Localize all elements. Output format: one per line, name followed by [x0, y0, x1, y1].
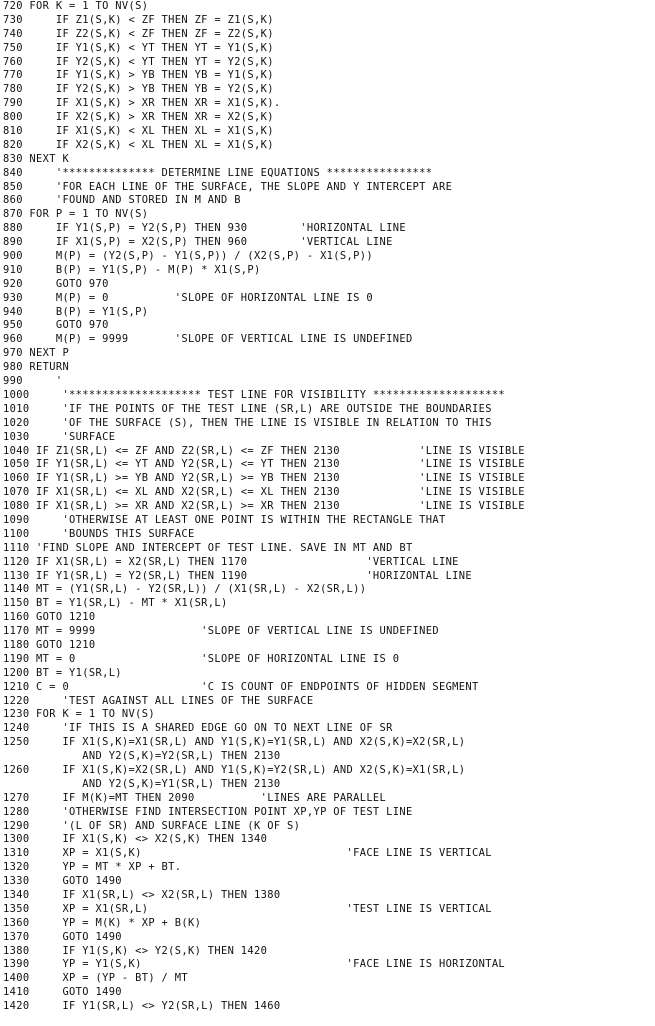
- code-text: 1160 GOTO 1210: [3, 611, 96, 624]
- code-line: [3, 639, 655, 653]
- code-text: 810 IF X1(S,K) < XL THEN XL = X1(S,K): [3, 125, 274, 138]
- code-text: 1230 FOR K = 1 TO NV(S): [3, 708, 155, 721]
- code-line: [3, 278, 655, 292]
- code-line: [3, 222, 655, 236]
- code-text: 720 FOR K = 1 TO NV(S): [3, 0, 149, 12]
- code-text: 1190 MT = 0 'SLOPE OF HORIZONTAL LINE IS 0: [3, 652, 400, 665]
- code-text: 1070 IF X1(SR,L) <= XL AND X2(SR,L) <= XL THEN 2130 'LINE IS VISIBLE: [3, 486, 525, 499]
- code-line: [3, 431, 655, 445]
- code-text: 780 IF Y2(S,K) > YB THEN YB = Y2(S,K): [3, 83, 274, 96]
- code-text: 760 IF Y2(S,K) < YT THEN YT = Y2(S,K): [3, 55, 274, 68]
- code-line: [3, 820, 655, 834]
- code-text: 1090 'OTHERWISE AT LEAST ONE POINT IS WITHIN THE RECTANGLE THAT: [3, 513, 446, 526]
- code-text: 790 IF X1(S,K) > XR THEN XR = X1(S,K).: [3, 97, 281, 110]
- code-text: 1370 GOTO 1490: [3, 930, 122, 943]
- code-text: 970 NEXT P: [3, 347, 70, 360]
- code-text: 860 'FOUND AND STORED IN M AND B: [3, 194, 241, 207]
- code-line: [3, 958, 655, 972]
- code-text: 1010 'IF THE POINTS OF THE TEST LINE (SR,L) ARE OUTSIDE THE BOUNDARIES: [3, 402, 492, 415]
- code-text: 1410 GOTO 1490: [3, 986, 122, 999]
- code-line: [3, 486, 655, 500]
- code-line: [3, 83, 655, 97]
- code-line: [3, 736, 655, 750]
- code-text: 820 IF X2(S,K) < XL THEN XL = X1(S,K): [3, 138, 274, 151]
- code-text: 1120 IF X1(SR,L) = X2(SR,L) THEN 1170 'VERTICAL LINE: [3, 555, 459, 568]
- code-text: 1140 MT = (Y1(SR,L) - Y2(SR,L)) / (X1(SR,L) - X2(SR,L)): [3, 583, 367, 596]
- code-text: 910 B(P) = Y1(S,P) - M(P) * X1(S,P): [3, 263, 261, 276]
- code-text: 1030 'SURFACE: [3, 430, 116, 443]
- code-line: [3, 875, 655, 889]
- code-line: [3, 792, 655, 806]
- code-line: [3, 542, 655, 556]
- code-line: [3, 722, 655, 736]
- code-line: [3, 333, 655, 347]
- code-line: [3, 931, 655, 945]
- code-line: [3, 597, 655, 611]
- code-line: [3, 556, 655, 570]
- code-text: 1390 YP = Y1(S,K) 'FACE LINE IS HORIZONTAL: [3, 958, 506, 971]
- code-text: 750 IF Y1(S,K) < YT THEN YT = Y1(S,K): [3, 41, 274, 54]
- code-line: [3, 611, 655, 625]
- code-line: [3, 236, 655, 250]
- code-line: [3, 861, 655, 875]
- code-text: 830 NEXT K: [3, 152, 70, 165]
- code-line: [3, 167, 655, 181]
- code-text: 1280 'OTHERWISE FIND INTERSECTION POINT XP,YP OF TEST LINE: [3, 805, 413, 818]
- code-line: [3, 194, 655, 208]
- code-line: [3, 903, 655, 917]
- code-text: 880 IF Y1(S,P) = Y2(S,P) THEN 930 'HORIZONTAL LINE: [3, 222, 406, 235]
- code-line: [3, 458, 655, 472]
- code-line: [3, 389, 655, 403]
- code-text: 1260 IF X1(S,K)=X2(SR,L) AND Y1(S,K)=Y2(SR,L) AND X2(S,K)=X1(SR,L): [3, 763, 466, 776]
- code-line: [3, 319, 655, 333]
- code-line: [3, 347, 655, 361]
- code-text: 730 IF Z1(S,K) < ZF THEN ZF = Z1(S,K): [3, 13, 274, 26]
- code-line: [3, 97, 655, 111]
- code-text: 1300 IF X1(S,K) <> X2(S,K) THEN 1340: [3, 833, 268, 846]
- code-text: 1330 GOTO 1490: [3, 875, 122, 888]
- code-text: 1150 BT = Y1(SR,L) - MT * X1(SR,L): [3, 597, 228, 610]
- code-line: [3, 681, 655, 695]
- code-line: [3, 1000, 655, 1014]
- code-text: 740 IF Z2(S,K) < ZF THEN ZF = Z2(S,K): [3, 27, 274, 40]
- code-text: 1320 YP = MT * XP + BT.: [3, 861, 182, 874]
- code-line: [3, 625, 655, 639]
- code-line: [3, 847, 655, 861]
- code-text: 1290 '(L OF SR) AND SURFACE LINE (K OF S): [3, 819, 301, 832]
- code-text: 850 'FOR EACH LINE OF THE SURFACE, THE SLOPE AND Y INTERCEPT ARE: [3, 180, 453, 193]
- code-text: 1310 XP = X1(S,K) 'FACE LINE IS VERTICAL: [3, 847, 492, 860]
- code-line: [3, 306, 655, 320]
- code-line: [3, 181, 655, 195]
- code-line: [3, 361, 655, 375]
- code-line: [3, 500, 655, 514]
- code-text: 1400 XP = (YP - BT) / MT: [3, 972, 188, 985]
- code-line: [3, 111, 655, 125]
- code-text: 870 FOR P = 1 TO NV(S): [3, 208, 149, 221]
- code-text: 1350 XP = X1(SR,L) 'TEST LINE IS VERTICAL: [3, 902, 492, 915]
- code-text: 990 ': [3, 375, 63, 388]
- code-line: [3, 125, 655, 139]
- code-text: 930 M(P) = 0 'SLOPE OF HORIZONTAL LINE IS 0: [3, 291, 373, 304]
- code-line: [3, 375, 655, 389]
- code-text: 800 IF X2(S,K) > XR THEN XR = X2(S,K): [3, 111, 274, 124]
- code-line: [3, 764, 655, 778]
- code-text: 1080 IF X1(SR,L) >= XR AND X2(SR,L) >= XR THEN 2130 'LINE IS VISIBLE: [3, 500, 525, 513]
- code-text: 1180 GOTO 1210: [3, 638, 96, 651]
- code-text: 1340 IF X1(SR,L) <> X2(SR,L) THEN 1380: [3, 889, 281, 901]
- code-line: [3, 292, 655, 306]
- code-text: 1420 IF Y1(SR,L) <> Y2(SR,L) THEN 1460: [3, 1000, 281, 1013]
- code-text: 1100 'BOUNDS THIS SURFACE: [3, 527, 195, 540]
- code-text: 1240 'IF THIS IS A SHARED EDGE GO ON TO NEXT LINE OF SR: [3, 722, 393, 735]
- code-line: [3, 153, 655, 167]
- code-text: 1210 C = 0 'C IS COUNT OF ENDPOINTS OF HIDDEN SEGMENT: [3, 680, 479, 693]
- code-line: [3, 0, 655, 14]
- code-line: [3, 806, 655, 820]
- code-line: [3, 986, 655, 1000]
- code-text: 1050 IF Y1(SR,L) <= YT AND Y2(SR,L) <= YT THEN 2130 'LINE IS VISIBLE: [3, 458, 525, 471]
- code-text: 940 B(P) = Y1(S,P): [3, 305, 149, 318]
- code-line: [3, 708, 655, 722]
- code-text: 1220 'TEST AGAINST ALL LINES OF THE SURFACE: [3, 694, 314, 707]
- code-line: [3, 69, 655, 83]
- code-line: [3, 917, 655, 931]
- code-line: [3, 14, 655, 28]
- code-line: [3, 972, 655, 986]
- code-text: 1170 MT = 9999 'SLOPE OF VERTICAL LINE IS UNDEFINED: [3, 625, 439, 638]
- code-line: [3, 583, 655, 597]
- code-line: [3, 778, 655, 792]
- code-line: [3, 528, 655, 542]
- code-line: [3, 42, 655, 56]
- code-text: 890 IF X1(S,P) = X2(S,P) THEN 960 'VERTICAL LINE: [3, 236, 393, 249]
- code-text: 1000 '******************** TEST LINE FOR VISIBILITY ********************: [3, 388, 506, 401]
- code-line: [3, 695, 655, 709]
- code-text: 840 '************** DETERMINE LINE EQUATIONS ****************: [3, 166, 433, 179]
- code-text: 900 M(P) = (Y2(S,P) - Y1(S,P)) / (X2(S,P) - X1(S,P)): [3, 250, 373, 263]
- code-line: [3, 139, 655, 153]
- code-text: 1380 IF Y1(S,K) <> Y2(S,K) THEN 1420: [3, 944, 268, 957]
- code-text: 1270 IF M(K)=MT THEN 2090 'LINES ARE PARALLEL: [3, 791, 387, 804]
- code-line: [3, 514, 655, 528]
- code-line: [3, 833, 655, 847]
- code-text: 770 IF Y1(S,K) > YB THEN YB = Y1(S,K): [3, 69, 274, 82]
- code-text: 1200 BT = Y1(SR,L): [3, 666, 122, 679]
- code-text: AND Y2(S,K)=Y2(SR,L) THEN 2130: [3, 750, 281, 763]
- code-listing: [3, 0, 655, 1014]
- code-text: 980 RETURN: [3, 361, 70, 374]
- code-text: 1360 YP = M(K) * XP + B(K): [3, 916, 202, 929]
- code-line: [3, 445, 655, 459]
- code-line: [3, 750, 655, 764]
- code-line: [3, 403, 655, 417]
- code-line: [3, 208, 655, 222]
- code-text: 1110 'FIND SLOPE AND INTERCEPT OF TEST LINE. SAVE IN MT AND BT: [3, 541, 413, 554]
- code-text: 1040 IF Z1(SR,L) <= ZF AND Z2(SR,L) <= ZF THEN 2130 'LINE IS VISIBLE: [3, 444, 525, 457]
- code-line: [3, 250, 655, 264]
- code-line: [3, 667, 655, 681]
- code-text: 1130 IF Y1(SR,L) = Y2(SR,L) THEN 1190 'HORIZONTAL LINE: [3, 569, 473, 582]
- code-text: 1020 'OF THE SURFACE (S), THEN THE LINE IS VISIBLE IN RELATION TO THIS: [3, 416, 492, 429]
- code-line: [3, 28, 655, 42]
- code-line: [3, 472, 655, 486]
- code-line: [3, 570, 655, 584]
- code-line: [3, 653, 655, 667]
- code-line: [3, 417, 655, 431]
- code-line: [3, 889, 655, 903]
- code-text: 1060 IF Y1(SR,L) >= YB AND Y2(SR,L) >= YB THEN 2130 'LINE IS VISIBLE: [3, 472, 525, 485]
- code-line: [3, 56, 655, 70]
- code-text: 920 GOTO 970: [3, 277, 109, 290]
- code-text: 950 GOTO 970: [3, 319, 109, 332]
- code-line: [3, 264, 655, 278]
- code-text: 960 M(P) = 9999 'SLOPE OF VERTICAL LINE IS UNDEFINED: [3, 333, 413, 346]
- code-text: 1250 IF X1(S,K)=X1(SR,L) AND Y1(S,K)=Y1(SR,L) AND X2(S,K)=X2(SR,L): [3, 736, 466, 749]
- code-text: AND Y2(S,K)=Y1(SR,L) THEN 2130: [3, 777, 281, 790]
- code-line: [3, 945, 655, 959]
